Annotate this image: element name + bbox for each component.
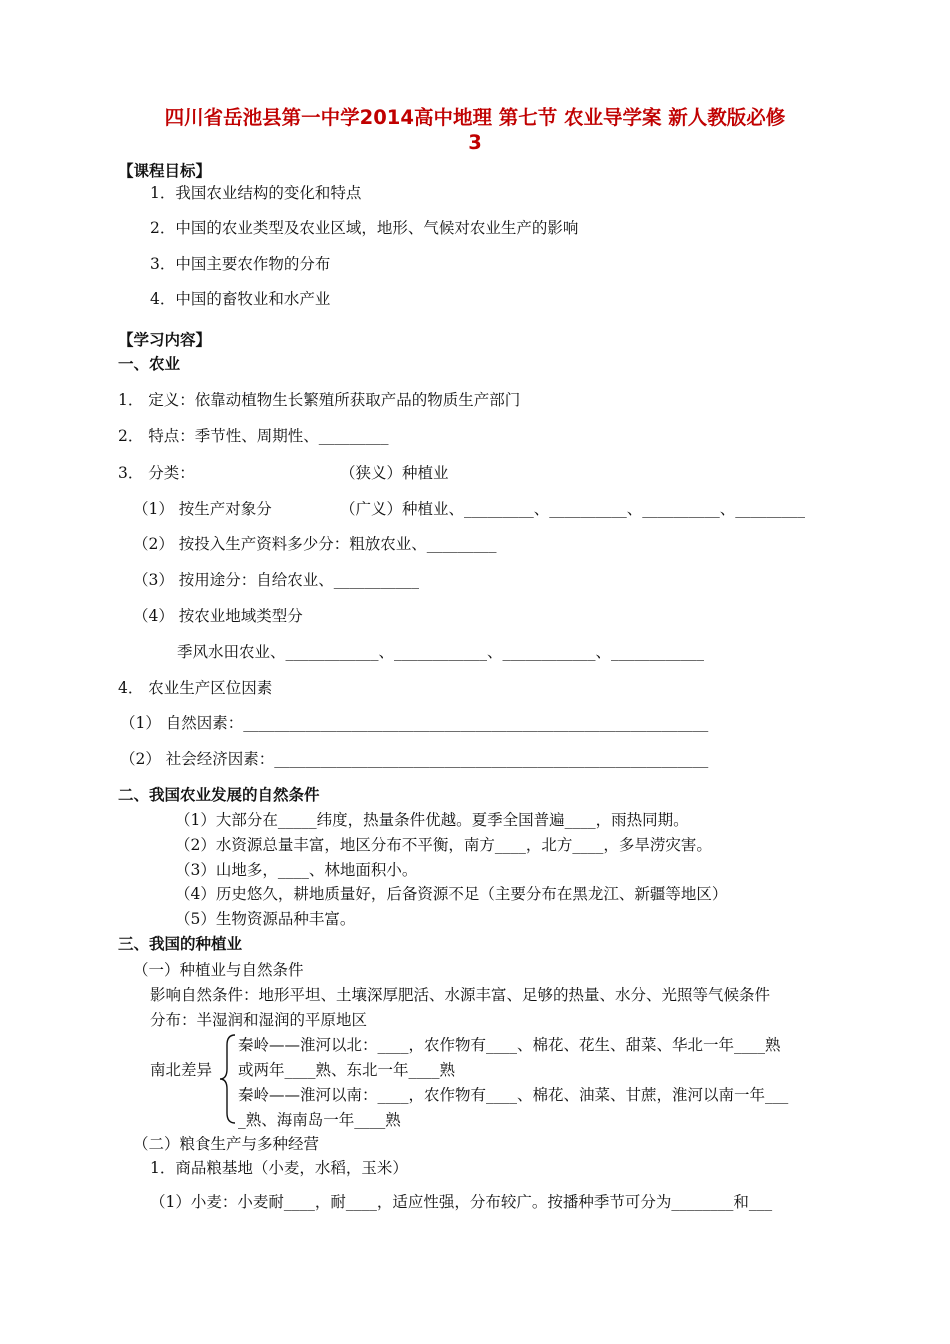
wheat-line: （1）小麦：小麦耐____，耐____，适应性强，分布较广。按播种季节可分为________和___ <box>150 1193 773 1211</box>
content-header: 【学习内容】 <box>118 331 212 349</box>
section2-heading: 二、我国农业发展的自然条件 <box>118 786 320 804</box>
natural-factors-line: （1） 自然因素：____________________________________________________________ <box>120 714 709 732</box>
narrow-definition: （狭义）种植业 <box>340 464 449 482</box>
broad-definition: （广义）种植业、_________、__________、__________、_________ <box>340 500 806 518</box>
condition-item: （4）历史悠久，耕地质量好，后备资源不足（主要分布在黑龙江、新疆等地区） <box>175 885 728 903</box>
grain-base-line: 1．商品粮基地（小麦，水稻，玉米） <box>150 1159 408 1177</box>
feature-line: 2． 特点：季节性、周期性、_________ <box>118 427 389 445</box>
north-line-1: 秦岭——淮河以北：____，农作物有____、棉花、花生、甜菜、华北一年____熟 <box>238 1036 781 1054</box>
distribution-line: 分布：半湿润和湿润的平原地区 <box>150 1011 368 1029</box>
south-line-1: 秦岭——淮河以南：____，农作物有____、棉花、油菜、甘蔗，淮河以南一年___ <box>238 1086 789 1104</box>
goal-item: 3．中国主要农作物的分布 <box>150 255 331 273</box>
subsection-grain: （二）粮食生产与多种经营 <box>133 1135 320 1153</box>
by-use-line: （3） 按用途分：自给农业、___________ <box>133 571 420 589</box>
by-region-line: （4） 按农业地域类型分 <box>133 607 303 625</box>
goal-item: 2．中国的农业类型及农业区域，地形、气候对农业生产的影响 <box>150 219 579 237</box>
natural-conditions-line: 影响自然条件：地形平坦、土壤深厚肥活、水源丰富、足够的热量、水分、光照等气候条件 <box>150 986 771 1004</box>
condition-item: （2）水资源总量丰富，地区分布不平衡，南方____，北方____，多旱涝灾害。 <box>175 836 712 854</box>
definition-line: 1． 定义：依靠动植物生长繁殖所获取产品的物质生产部门 <box>118 391 521 409</box>
goal-item: 1．我国农业结构的变化和特点 <box>150 184 362 202</box>
document-title-line2: 3 <box>468 131 482 154</box>
goals-header: 【课程目标】 <box>118 162 212 180</box>
subsection-planting: （一）种植业与自然条件 <box>133 961 304 979</box>
document-title-line1: 四川省岳池县第一中学2014高中地理 第七节 农业导学案 新人教版必修 <box>164 106 786 129</box>
by-input-line: （2） 按投入生产资料多少分：粗放农业、_________ <box>133 535 497 553</box>
north-line-2: 或两年____熟、东北一年____熟 <box>238 1061 456 1079</box>
social-factors-line: （2） 社会经济因素：________________________________________________________ <box>120 750 709 768</box>
location-factors-line: 4． 农业生产区位因素 <box>118 679 273 697</box>
north-south-label: 南北差异 <box>150 1061 213 1079</box>
goal-item: 4．中国的畜牧业和水产业 <box>150 290 331 308</box>
condition-item: （1）大部分在_____纬度，热量条件优越。夏季全国普遍____，雨热同期。 <box>175 811 689 829</box>
by-object-line: （1） 按生产对象分 <box>133 500 272 518</box>
classification-line: 3． 分类： <box>118 464 195 482</box>
section1-heading: 一、农业 <box>118 355 181 373</box>
section3-heading: 三、我国的种植业 <box>118 935 243 953</box>
region-types-line: 季风水田农业、____________、____________、____________、____________ <box>177 643 705 661</box>
curly-brace <box>217 1033 239 1125</box>
south-line-2: _熟、海南岛一年____熟 <box>238 1111 401 1129</box>
condition-item: （3）山地多，____、林地面积小。 <box>175 861 418 879</box>
condition-item: （5）生物资源品种丰富。 <box>175 910 356 928</box>
